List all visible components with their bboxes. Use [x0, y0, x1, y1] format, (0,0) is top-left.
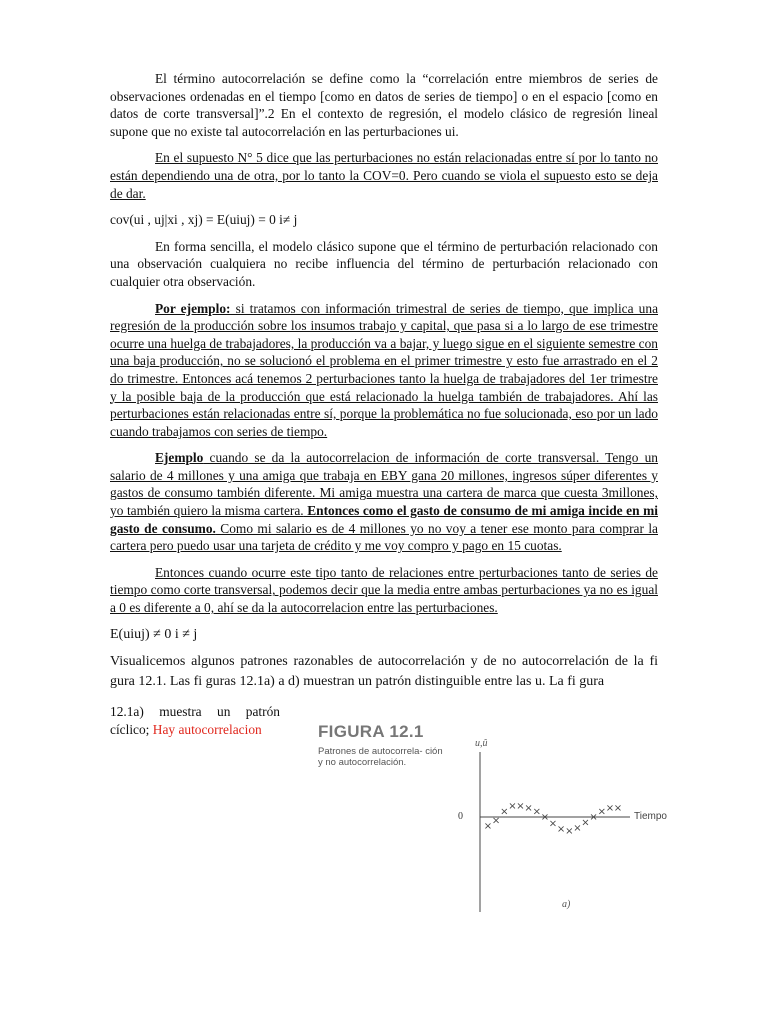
scatter-point: × — [548, 818, 558, 830]
paragraph-definition: El término autocorrelación se define como la “correlación entre miembros de series de observaciones ordenadas en el tiempo [como en datos de series de tiempo] o en el espacio [como en datos de corte transversal]”.2 En el contexto de regresión, el modelo clásico de regresión lineal supone que no existe tal autocorrelación en las perturbaciones ui. — [110, 71, 658, 139]
scatter-point: × — [597, 806, 606, 818]
scatter-point: × — [524, 802, 533, 814]
formula-covariance: cov(ui , uj|xi , xj) = E(uiuj) = 0 i≠ j — [110, 212, 298, 228]
figure-subtitle: Patrones de autocorrela- ción y no autocorrelación. — [318, 746, 443, 768]
figure-x-label: Tiempo — [634, 811, 667, 822]
paragraph-supuesto: En el supuesto N° 5 dice que las perturbaciones no están relacionadas entre sí por lo tanto no están dependiendo una de otra, por lo tanto la COV=0. Pero cuando se viola el supuesto esto se deja de dar. — [110, 150, 658, 201]
ciclico-highlight: Hay autocorrelacion — [152, 721, 262, 737]
paragraph-visualicemos: Visualicemos algunos patrones razonables de autocorrelación y de no autocorrelación de la fi gura 12.1. Las fi guras 12.1a) a d) muestran un patrón distinguible entre las u. La fi gura — [110, 654, 658, 689]
paragraph-sencilla: En forma sencilla, el modelo clásico supone que el término de perturbación relacionado con una observación cualquiera no recibe influencia del término de perturbación relacionado con cualquier otra observación. — [110, 238, 658, 289]
scatter-point: × — [613, 802, 623, 814]
por-ejemplo-text: si tratamos con información trimestral de series de tiempo, que implica una regresión de la producción sobre los insumos trabajo y capital, que pasa si a lo largo de ese trimestre ocurre una huelga de trabajadores, la producción va a bajar, y luego sigue en el siguiente semestre con una baja producción, no se solucionó el problema en el primer trimestre y esto fue arrastrado en el 2 do trimestre. Entonces acá tenemos 2 perturbaciones tanto la huelga de trabajadores del 1er trimestre y la posible baja de la producción que está relacionado la huelga también de trabajadores. Ahí las perturbaciones están relacionadas entre sí, porque la problemática no fue solucionada, eso por un lado cuando trabajamos con series de tiempo. — [110, 300, 659, 439]
paragraph-por-ejemplo — [110, 300, 658, 441]
scatter-point: × — [491, 815, 501, 827]
por-ejemplo-label: Por ejemplo: — [155, 300, 231, 316]
scatter-point: × — [556, 823, 566, 835]
paragraph-ejemplo — [110, 449, 658, 555]
formula-expectation: E(uiuj) ≠ 0 i ≠ j — [110, 626, 198, 642]
paragraph-ciclico — [110, 703, 280, 738]
scatter-point: × — [589, 812, 598, 823]
figure-y-label: u,û — [475, 738, 488, 749]
ejemplo-bold: Entonces como el gasto de consumo de mi amiga incide en mi gasto de consumo. — [110, 503, 658, 536]
figure-plot — [312, 722, 712, 942]
scatter-point: × — [483, 821, 493, 833]
scatter-point: × — [540, 812, 550, 823]
figure-12-1 — [312, 722, 712, 942]
paragraph-entonces: Entonces cuando ocurre este tipo tanto de relaciones entre perturbaciones tanto de series de tiempo como corte transversal, podemos decir que la media entre ambas perturbaciones ya no es igual a 0 es diferente a 0, ahí se da la autocorrelacion entre las perturbaciones. — [110, 564, 658, 616]
ciclico-text: 12.1a) muestra un patrón cíclico; — [110, 704, 280, 737]
ejemplo-label: Ejemplo — [155, 450, 204, 466]
figure-panel-label: a) — [562, 899, 571, 910]
ejemplo-text: cuando se da la autocorrelacion de información de corte transversal. Tengo un salario de 4 millones y una amiga que trabaja en EBY gana 20 millones, ingresos súper diferentes y gastos de consumo también diferente. Mi amiga muestra una cartera de marca que cuesta 3millones, yo también quiero la misma cartera. — [110, 450, 658, 519]
scatter-point: × — [532, 806, 541, 818]
ejemplo-rest: Como mi salario es de 4 millones yo no voy a tener ese monto para comprar la cartera pero puedo usar una tarjeta de crédito y me voy compro y pago en 15 cuotas. — [110, 520, 658, 554]
scatter-point: × — [573, 823, 582, 834]
figure-title: FIGURA 12.1 — [318, 722, 424, 741]
scatter-point: × — [516, 801, 525, 812]
figure-zero-label: 0 — [458, 811, 463, 822]
scatter-point: × — [500, 806, 509, 818]
scatter-point: × — [565, 825, 574, 837]
document-body — [110, 70, 658, 691]
scatter-point: × — [605, 802, 615, 814]
scatter-point: × — [581, 817, 590, 829]
scatter-point: × — [508, 801, 517, 812]
